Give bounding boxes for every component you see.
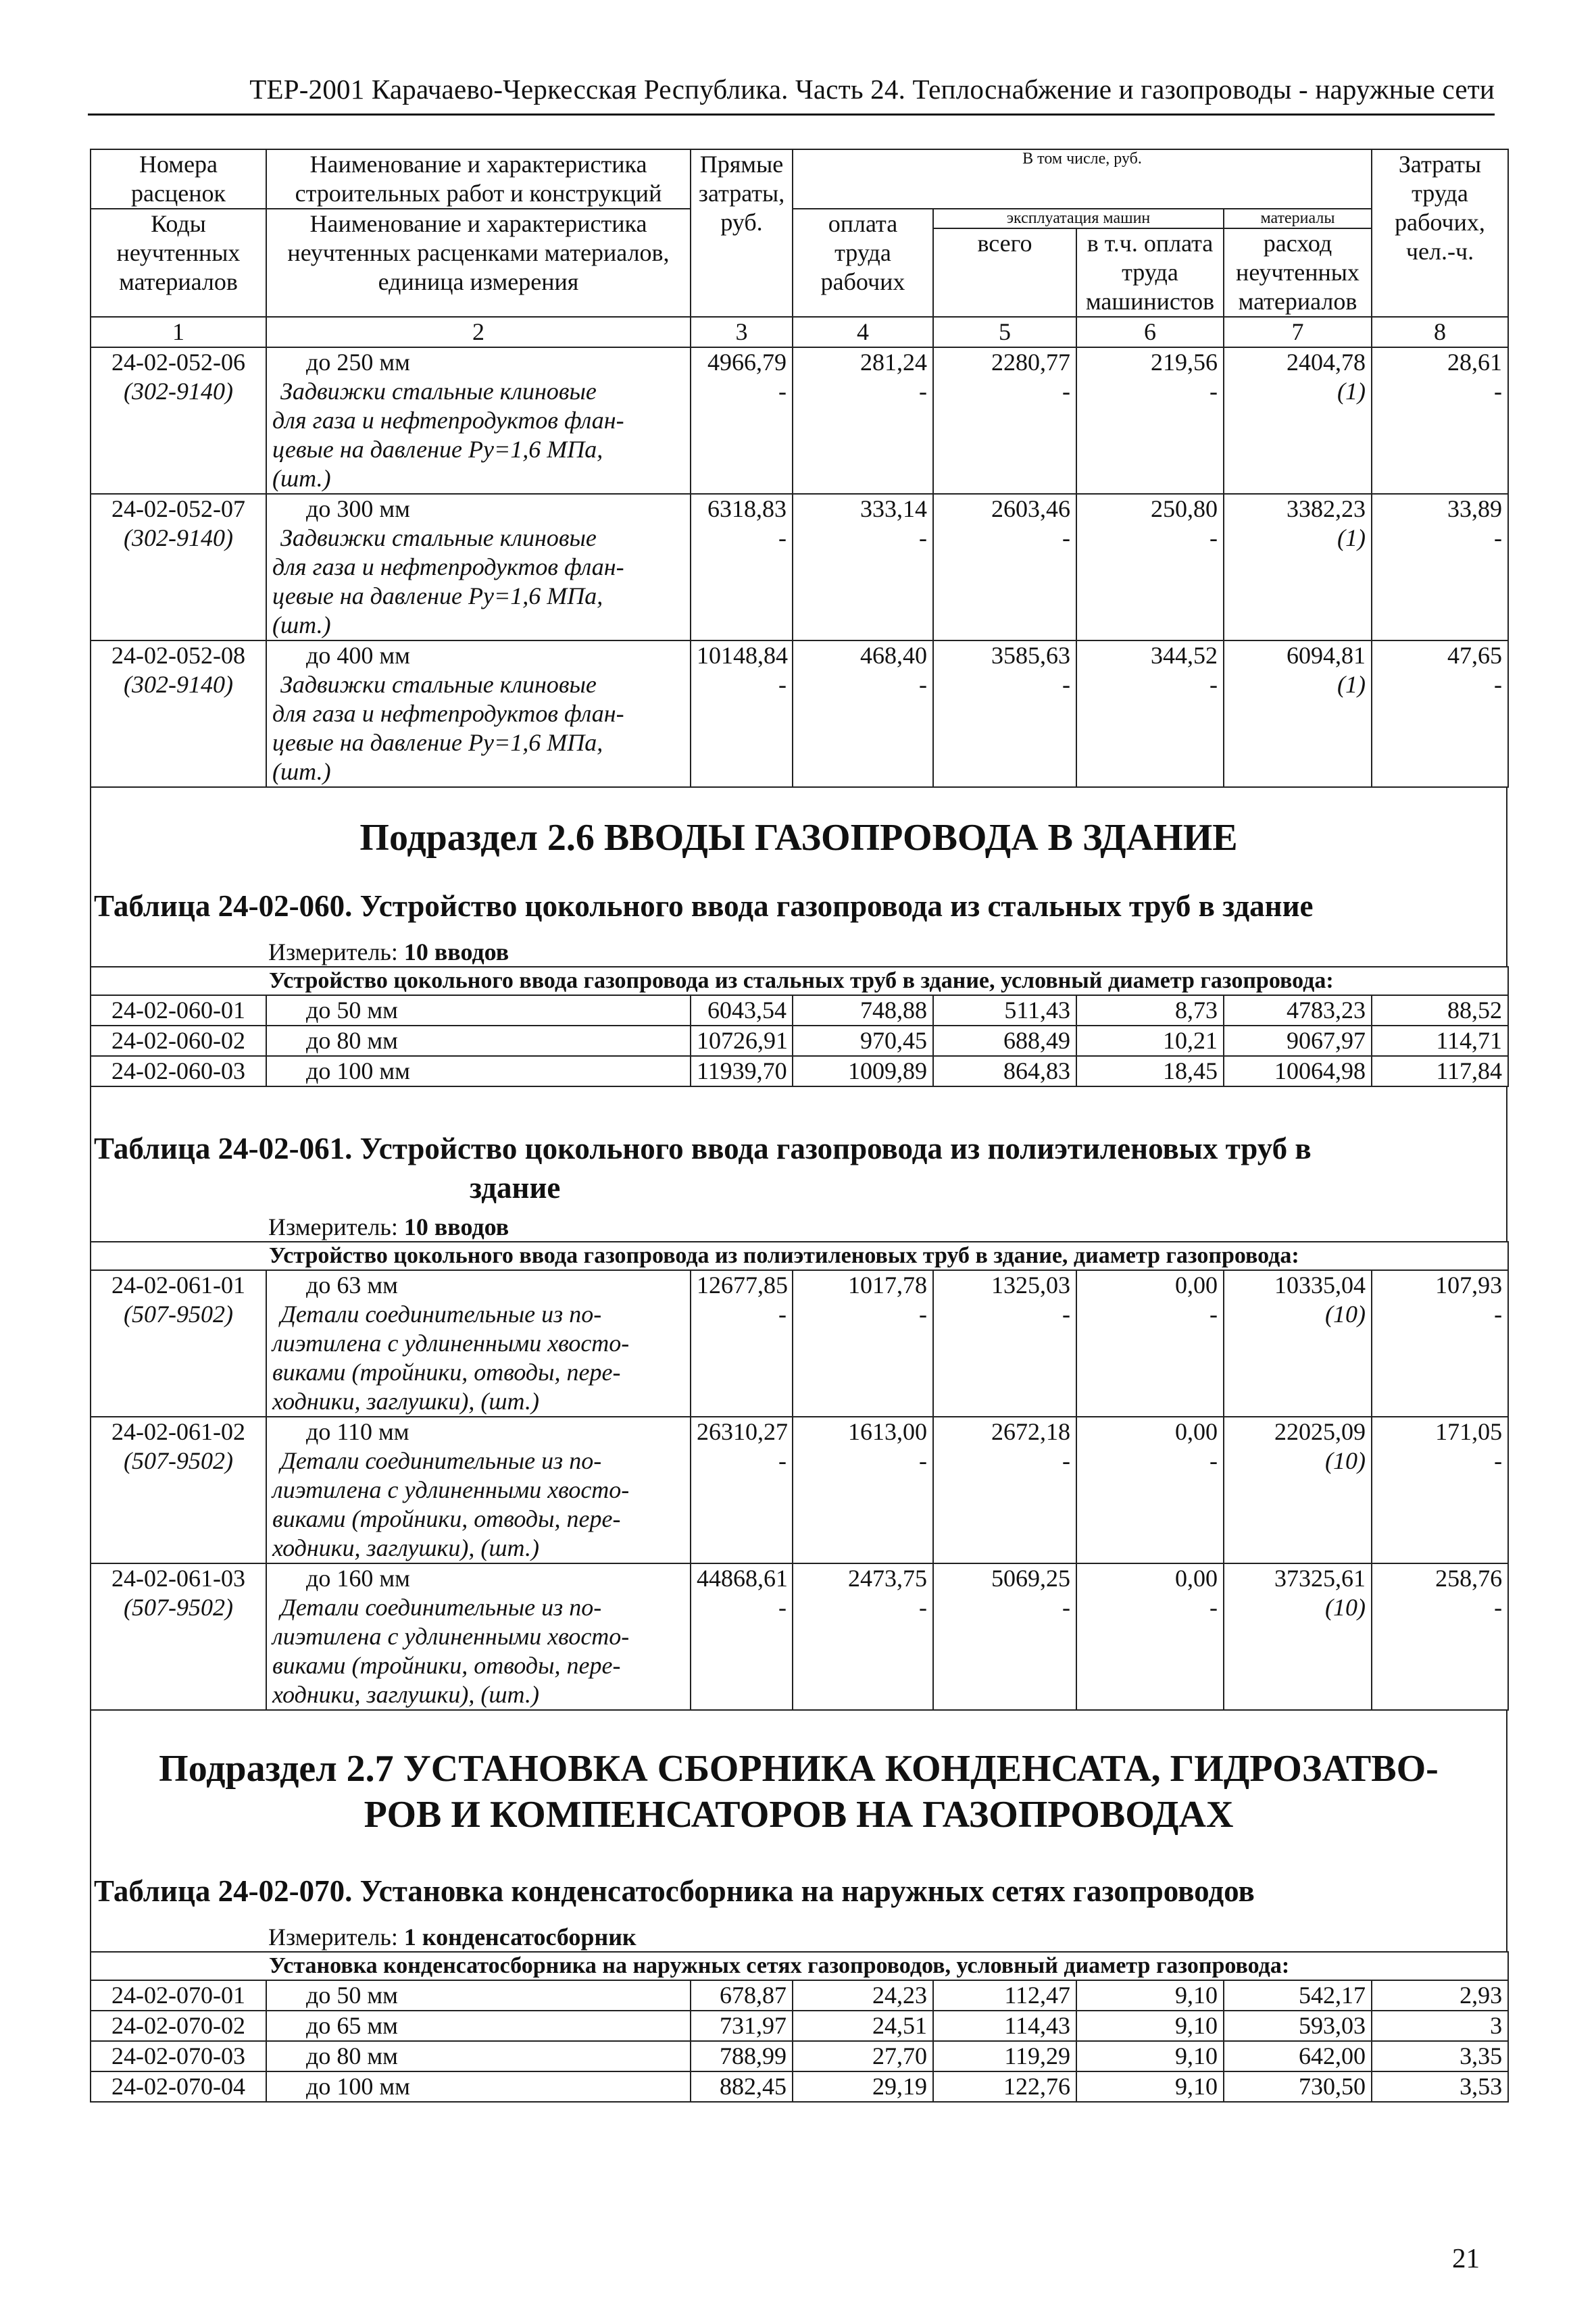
work-name: до 50 мм <box>266 995 691 1026</box>
rate-code: 24-02-061-01 <box>111 1272 245 1299</box>
material-desc: (шт.) <box>272 611 331 638</box>
materials-cost: 37325,61 <box>1274 1565 1366 1592</box>
dash: - <box>919 524 927 551</box>
labor-costs: 117,84 <box>1372 1056 1508 1086</box>
table-24-02-061 <box>90 1241 1509 1711</box>
labor-costs: 2,93 <box>1372 1980 1508 2011</box>
meter-label: Измеритель: <box>268 938 398 965</box>
machines-total: 688,49 <box>933 1026 1076 1056</box>
table-row <box>91 995 1508 1026</box>
material-desc: цевые на давление Ру=1,6 МПа, <box>272 582 603 609</box>
material-desc: виками (тройники, отводы, пере- <box>272 1505 621 1532</box>
material-desc: ходники, заглушки), (шт.) <box>272 1388 539 1415</box>
materials-cost: 22025,09 <box>1274 1418 1366 1445</box>
machinist-pay: 9,10 <box>1076 2071 1224 2102</box>
dash: - <box>1062 378 1070 405</box>
direct-costs: 26310,27 <box>697 1418 788 1445</box>
column-number: 3 <box>691 317 793 347</box>
machinist-pay: 18,45 <box>1076 1056 1224 1086</box>
worker-pay: 468,40 <box>860 642 927 669</box>
material-desc: Детали соединительные из по- <box>280 1447 602 1474</box>
header-material-codes: Коды неучтенных материалов <box>91 209 266 317</box>
materials-cost: 4783,23 <box>1224 995 1372 1026</box>
direct-costs: 678,87 <box>691 1980 793 2011</box>
table-24-02-060 <box>90 966 1509 1087</box>
dash: - <box>778 671 787 698</box>
machines-total: 114,43 <box>933 2011 1076 2041</box>
material-code: (507-9502) <box>124 1447 233 1474</box>
machinist-pay: 0,00 <box>1175 1418 1218 1445</box>
labor-costs: 33,89 <box>1447 495 1502 522</box>
labor-costs: 3 <box>1372 2011 1508 2041</box>
machines-total: 122,76 <box>933 2071 1076 2102</box>
material-desc: лиэтилена с удлиненными хвосто- <box>272 1623 630 1650</box>
direct-costs: 4966,79 <box>707 349 787 376</box>
work-name: до 100 мм <box>266 1056 691 1086</box>
table-row <box>91 347 1508 494</box>
table-subheading: Установка конденсатосборника на наружных сетях газопроводов, условный диаметр газопровода: <box>266 1952 1508 1980</box>
material-desc: ходники, заглушки), (шт.) <box>272 1681 539 1708</box>
work-name: до 160 мм <box>306 1565 410 1592</box>
table-row <box>91 1417 1508 1563</box>
worker-pay: 24,51 <box>793 2011 933 2041</box>
dash: - <box>778 378 787 405</box>
materials-cost: 3382,23 <box>1287 495 1366 522</box>
table-row <box>91 1056 1508 1086</box>
rate-code: 24-02-061-03 <box>111 1565 245 1592</box>
dash: - <box>919 378 927 405</box>
rate-code: 24-02-061-02 <box>111 1418 245 1445</box>
direct-costs: 6318,83 <box>707 495 787 522</box>
rate-code: 24-02-052-08 <box>111 642 245 669</box>
worker-pay: 1017,78 <box>848 1272 927 1299</box>
table-row <box>91 1980 1508 2011</box>
worker-pay: 281,24 <box>860 349 927 376</box>
material-desc: для газа и нефтепродуктов флан- <box>272 700 624 727</box>
material-code: (507-9502) <box>124 1301 233 1328</box>
direct-costs: 12677,85 <box>697 1272 788 1299</box>
worker-pay: 333,14 <box>860 495 927 522</box>
labor-costs: 3,53 <box>1372 2071 1508 2102</box>
machinist-pay: 9,10 <box>1076 1980 1224 2011</box>
machinist-pay: 344,52 <box>1151 642 1218 669</box>
header-machinist-pay: в т.ч. оплата труда машинистов <box>1076 228 1224 317</box>
table-row <box>91 2071 1508 2102</box>
work-name: до 50 мм <box>266 1980 691 2011</box>
table-title: Таблица 24-02-070. Установка конденсатосборника на наружных сетях газопроводов <box>94 1874 1255 1908</box>
machinist-pay: 219,56 <box>1151 349 1218 376</box>
work-name: до 400 мм <box>306 642 410 669</box>
header-including: В том числе, руб. <box>793 149 1372 209</box>
direct-costs: 44868,61 <box>697 1565 788 1592</box>
column-number: 2 <box>266 317 691 347</box>
worker-pay: 29,19 <box>793 2071 933 2102</box>
material-desc: лиэтилена с удлиненными хвосто- <box>272 1330 630 1357</box>
material-consumption: (10) <box>1325 1301 1366 1328</box>
dash: - <box>1494 378 1502 405</box>
dash: - <box>1494 1594 1503 1621</box>
dash: - <box>778 1301 787 1328</box>
work-name: до 110 мм <box>306 1418 409 1445</box>
column-number: 7 <box>1224 317 1372 347</box>
labor-costs: 88,52 <box>1372 995 1508 1026</box>
dash: - <box>919 1594 927 1621</box>
dash: - <box>1062 1447 1070 1474</box>
material-desc: для газа и нефтепродуктов флан- <box>272 553 624 580</box>
header-machines: эксплуатация машин <box>933 209 1224 228</box>
materials-cost: 10064,98 <box>1224 1056 1372 1086</box>
dash: - <box>919 1301 927 1328</box>
table-row <box>91 1270 1508 1417</box>
material-desc: виками (тройники, отводы, пере- <box>272 1652 621 1679</box>
table-24-02-070 <box>90 1951 1509 2103</box>
header-worker-pay: оплата труда рабочих <box>793 209 933 317</box>
material-desc: Детали соединительные из по- <box>280 1301 602 1328</box>
material-desc: Задвижки стальные клиновые <box>280 378 597 405</box>
meter <box>91 1911 1506 1951</box>
materials-cost: 593,03 <box>1224 2011 1372 2041</box>
table-row <box>91 2041 1508 2071</box>
section-title: Подраздел 2.7 УСТАНОВКА СБОРНИКА КОНДЕНСАТА, ГИДРОЗАТВО- <box>159 1748 1439 1790</box>
labor-costs: 171,05 <box>1435 1418 1503 1445</box>
header-material-name: Наименование и характеристика неучтенных расценками материалов, единица измерения <box>266 209 691 317</box>
rate-code: 24-02-052-06 <box>111 349 245 376</box>
header-work-name: Наименование и характеристика строительных работ и конструкций <box>266 149 691 209</box>
material-desc: виками (тройники, отводы, пере- <box>272 1359 621 1386</box>
materials-cost: 10335,04 <box>1274 1272 1366 1299</box>
dash: - <box>1210 1594 1218 1621</box>
material-consumption: (10) <box>1325 1447 1366 1474</box>
work-name: до 300 мм <box>306 495 410 522</box>
machinist-pay: 0,00 <box>1175 1565 1218 1592</box>
material-desc: (шт.) <box>272 758 331 785</box>
material-desc: цевые на давление Ру=1,6 МПа, <box>272 436 603 463</box>
machines-total: 864,83 <box>933 1056 1076 1086</box>
direct-costs: 882,45 <box>691 2071 793 2102</box>
labor-costs: 28,61 <box>1447 349 1502 376</box>
column-number: 6 <box>1076 317 1224 347</box>
dash: - <box>1210 1447 1218 1474</box>
labor-costs: 3,35 <box>1372 2041 1508 2071</box>
material-code: (302-9140) <box>124 671 233 698</box>
dash: - <box>1494 1447 1503 1474</box>
page-number: 21 <box>1452 2242 1480 2273</box>
column-number: 5 <box>933 317 1076 347</box>
work-name: до 100 мм <box>266 2071 691 2102</box>
dash: - <box>1062 1594 1070 1621</box>
work-name: до 63 мм <box>306 1272 398 1299</box>
machines-total: 112,47 <box>933 1980 1076 2011</box>
dash: - <box>1494 1301 1503 1328</box>
machinist-pay: 250,80 <box>1151 495 1218 522</box>
worker-pay: 2473,75 <box>848 1565 927 1592</box>
worker-pay: 970,45 <box>793 1026 933 1056</box>
direct-costs: 10148,84 <box>697 642 788 669</box>
machines-total: 3585,63 <box>991 642 1070 669</box>
worker-pay: 748,88 <box>793 995 933 1026</box>
rate-code: 24-02-060-03 <box>91 1056 266 1086</box>
machines-total: 511,43 <box>933 995 1076 1026</box>
table-title: Таблица 24-02-060. Устройство цокольного ввода газопровода из стальных труб в здание <box>94 889 1314 923</box>
worker-pay: 1613,00 <box>848 1418 927 1445</box>
material-code: (302-9140) <box>124 524 233 551</box>
materials-cost: 542,17 <box>1224 1980 1372 2011</box>
material-consumption: (1) <box>1337 524 1366 551</box>
material-desc: цевые на давление Ру=1,6 МПа, <box>272 729 603 756</box>
dash: - <box>1210 671 1218 698</box>
header-machines-total: всего <box>933 228 1076 317</box>
worker-pay: 1009,89 <box>793 1056 933 1086</box>
material-desc: лиэтилена с удлиненными хвосто- <box>272 1476 630 1503</box>
dash: - <box>778 524 787 551</box>
material-code: (507-9502) <box>124 1594 233 1621</box>
material-desc: Задвижки стальные клиновые <box>280 671 597 698</box>
dash: - <box>1210 378 1218 405</box>
dash: - <box>1494 671 1502 698</box>
machines-total: 1325,03 <box>991 1272 1070 1299</box>
table-subheading: Устройство цокольного ввода газопровода из стальных труб в здание, условный диаметр газопровода: <box>266 967 1508 995</box>
header-materials: материалы <box>1224 209 1372 228</box>
table-title-cont: здание <box>470 1171 561 1205</box>
running-header: ТЕР-2001 Карачаево-Черкесская Республика. Часть 24. Теплоснабжение и газопроводы - наружные сети <box>249 74 1495 105</box>
table-row <box>91 1563 1508 1710</box>
labor-costs: 107,93 <box>1435 1272 1503 1299</box>
dash: - <box>1062 671 1070 698</box>
material-desc: ходники, заглушки), (шт.) <box>272 1534 539 1561</box>
rates-table-block1 <box>90 149 1509 788</box>
materials-cost: 2404,78 <box>1287 349 1366 376</box>
direct-costs: 11939,70 <box>691 1056 793 1086</box>
material-desc: Задвижки стальные клиновые <box>280 524 597 551</box>
worker-pay: 24,23 <box>793 1980 933 2011</box>
rate-code: 24-02-070-03 <box>91 2041 266 2071</box>
direct-costs: 788,99 <box>691 2041 793 2071</box>
work-name: до 80 мм <box>266 1026 691 1056</box>
section-2-6 <box>90 788 1507 966</box>
meter <box>91 1207 1506 1241</box>
dash: - <box>1494 524 1502 551</box>
machinist-pay: 9,10 <box>1076 2041 1224 2071</box>
header-rate-numbers: Номера расценок <box>91 149 266 209</box>
column-number: 8 <box>1372 317 1508 347</box>
table-subheading: Устройство цокольного ввода газопровода из полиэтиленовых труб в здание, диаметр газопровода: <box>266 1242 1508 1270</box>
rate-code: 24-02-060-02 <box>91 1026 266 1056</box>
table-row <box>91 1026 1508 1056</box>
material-desc: Детали соединительные из по- <box>280 1594 602 1621</box>
labor-costs: 47,65 <box>1447 642 1502 669</box>
rate-code: 24-02-052-07 <box>111 495 245 522</box>
work-name: до 250 мм <box>306 349 410 376</box>
material-desc: (шт.) <box>272 465 331 492</box>
material-consumption: (10) <box>1325 1594 1366 1621</box>
section-title-cont: РОВ И КОМПЕНСАТОРОВ НА ГАЗОПРОВОДАХ <box>364 1794 1234 1836</box>
dash: - <box>1210 524 1218 551</box>
machinist-pay: 9,10 <box>1076 2011 1224 2041</box>
column-number: 4 <box>793 317 933 347</box>
dash: - <box>1210 1301 1218 1328</box>
machines-total: 119,29 <box>933 2041 1076 2071</box>
dash: - <box>919 671 927 698</box>
table-row <box>91 2011 1508 2041</box>
machinist-pay: 0,00 <box>1175 1272 1218 1299</box>
machinist-pay: 8,73 <box>1076 995 1224 1026</box>
meter-value: 10 вводов <box>403 938 509 965</box>
header-labor-costs: Затраты труда рабочих, чел.-ч. <box>1372 149 1508 317</box>
header-direct-costs: Прямые затраты, руб. <box>691 149 793 317</box>
rate-code: 24-02-070-04 <box>91 2071 266 2102</box>
work-name: до 65 мм <box>266 2011 691 2041</box>
rate-code: 24-02-070-01 <box>91 1980 266 2011</box>
direct-costs: 10726,91 <box>691 1026 793 1056</box>
direct-costs: 731,97 <box>691 2011 793 2041</box>
machinist-pay: 10,21 <box>1076 1026 1224 1056</box>
section-2-7 <box>90 1711 1507 1951</box>
worker-pay: 27,70 <box>793 2041 933 2071</box>
work-name: до 80 мм <box>266 2041 691 2071</box>
material-desc: для газа и нефтепродуктов флан- <box>272 407 624 434</box>
page-content <box>90 149 1507 2103</box>
dash: - <box>778 1447 787 1474</box>
table-row <box>91 494 1508 640</box>
material-consumption: (1) <box>1337 378 1366 405</box>
meter-label: Измеритель: <box>268 1213 398 1240</box>
meter-value: 10 вводов <box>403 1213 509 1240</box>
header-rule <box>88 114 1495 116</box>
material-code: (302-9140) <box>124 378 233 405</box>
machines-total: 5069,25 <box>991 1565 1070 1592</box>
dash: - <box>1062 1301 1070 1328</box>
machines-total: 2672,18 <box>991 1418 1070 1445</box>
machines-total: 2603,46 <box>991 495 1070 522</box>
materials-cost: 9067,97 <box>1224 1026 1372 1056</box>
section-title: Подраздел 2.6 ВВОДЫ ГАЗОПРОВОДА В ЗДАНИЕ <box>359 817 1238 859</box>
table-title: Таблица 24-02-061. Устройство цокольного ввода газопровода из полиэтиленовых труб в <box>94 1132 1312 1165</box>
machines-total: 2280,77 <box>991 349 1070 376</box>
materials-cost: 730,50 <box>1224 2071 1372 2102</box>
material-consumption: (1) <box>1337 671 1366 698</box>
labor-costs: 258,76 <box>1435 1565 1503 1592</box>
meter <box>91 926 1506 966</box>
table-row <box>91 640 1508 787</box>
rate-code: 24-02-060-01 <box>91 995 266 1026</box>
dash: - <box>919 1447 927 1474</box>
header-material-consumption: расход неучтенных материалов <box>1224 228 1372 317</box>
direct-costs: 6043,54 <box>691 995 793 1026</box>
column-number: 1 <box>91 317 266 347</box>
materials-cost: 6094,81 <box>1287 642 1366 669</box>
meter-value: 1 конденсатосборник <box>403 1923 637 1951</box>
dash: - <box>778 1594 787 1621</box>
rate-code: 24-02-070-02 <box>91 2011 266 2041</box>
meter-label: Измеритель: <box>268 1923 398 1951</box>
labor-costs: 114,71 <box>1372 1026 1508 1056</box>
materials-cost: 642,00 <box>1224 2041 1372 2071</box>
dash: - <box>1062 524 1070 551</box>
table-24-02-061-heading <box>90 1087 1507 1241</box>
